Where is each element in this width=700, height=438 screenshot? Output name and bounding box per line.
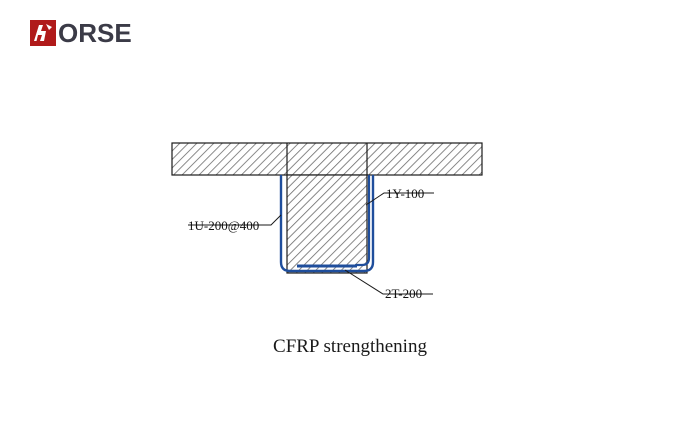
label-1u200: 1U-200@400 (188, 218, 260, 233)
label-1y100: 1Y-100 (386, 186, 425, 201)
figure-caption: CFRP strengthening (273, 336, 427, 357)
horse-logo-text: ORSE (58, 18, 132, 48)
label-2t200: 2T-200 (385, 286, 423, 301)
concrete-flange (172, 143, 482, 175)
